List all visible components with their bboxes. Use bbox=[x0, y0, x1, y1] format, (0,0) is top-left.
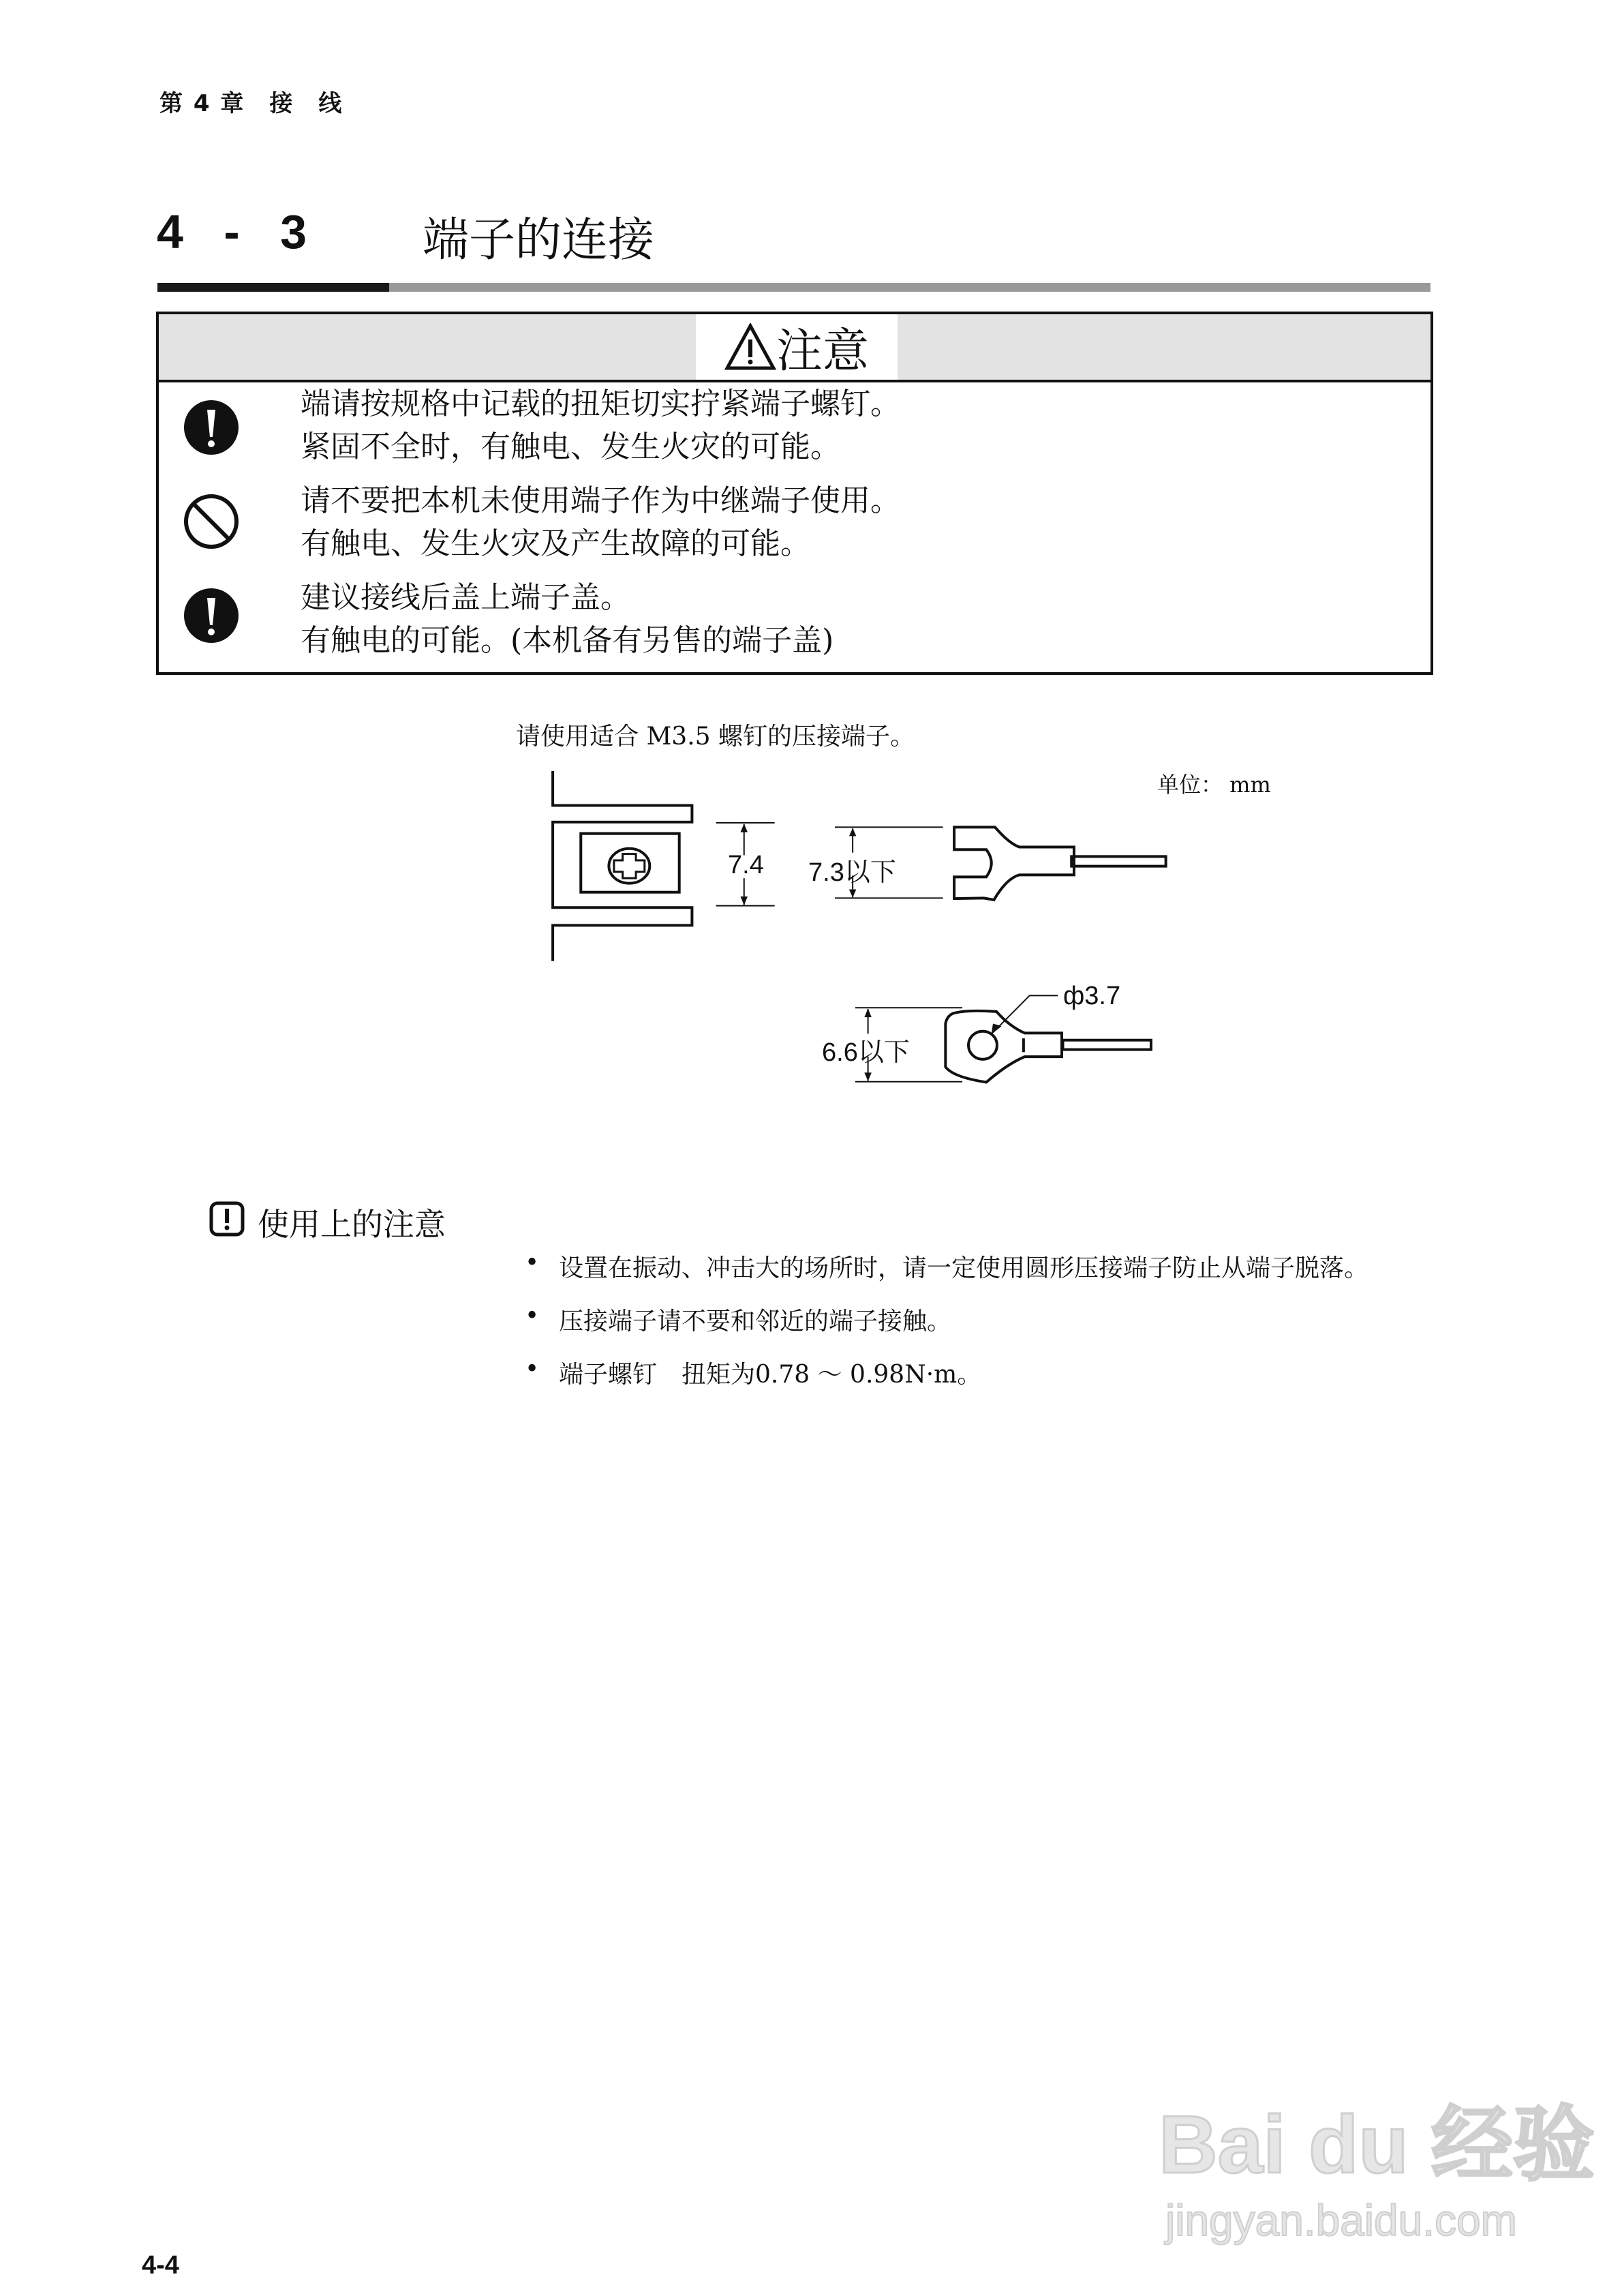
chapter-header: 第 4 章 接 线 bbox=[159, 90, 343, 117]
fork-terminal bbox=[954, 827, 1074, 900]
exclamation-icon bbox=[183, 399, 240, 456]
dim-block-label: 7.4 bbox=[728, 851, 764, 879]
title-rule-gray bbox=[389, 283, 1430, 292]
terminal-block bbox=[553, 771, 692, 961]
fork-wire bbox=[1071, 856, 1165, 866]
unit-label: 单位： mm bbox=[1157, 772, 1271, 798]
diagram-caption: 请使用适合 M3.5 螺钉的压接端子。 bbox=[516, 723, 915, 751]
caution-item-3: 建议接线后盖上端子盖。 有触电的可能。(本机备有另售的端子盖) bbox=[301, 580, 834, 658]
hole-diameter-label: ф3.7 bbox=[1063, 982, 1121, 1010]
dim-ring-label: 6.6以下 bbox=[822, 1038, 910, 1067]
caution-header bbox=[159, 314, 1430, 382]
exclamation-icon bbox=[183, 587, 240, 644]
note-item: 端子螺钉 扭矩为0.78 ～ 0.98N·m。 bbox=[559, 1361, 982, 1389]
caution-item-1: 端请按规格中记载的扭矩切实拧紧端子螺钉。 紧固不全时，有触电、发生火灾的可能。 bbox=[301, 387, 900, 464]
caution-item-2: 请不要把本机未使用端子作为中继端子使用。 有触电、发生火灾及产生故障的可能。 bbox=[301, 483, 900, 561]
section-number: 4 - 3 bbox=[157, 205, 307, 258]
caution-title: 注意 bbox=[776, 324, 869, 378]
dim-fork-label: 7.3以下 bbox=[808, 858, 896, 887]
warning-triangle-icon bbox=[724, 323, 776, 371]
caution-box bbox=[156, 312, 1433, 675]
note-item: 压接端子请不要和邻近的端子接触。 bbox=[559, 1308, 952, 1335]
notice-icon bbox=[209, 1201, 245, 1237]
section-title: 端子的连接 bbox=[423, 213, 655, 267]
ring-wire bbox=[1062, 1040, 1150, 1050]
notes-title: 使用上的注意 bbox=[258, 1206, 446, 1243]
note-item: 设置在振动、冲击大的场所时，请一定使用圆形压接端子防止从端子脱落。 bbox=[559, 1254, 1369, 1282]
prohibition-icon bbox=[183, 493, 240, 550]
page-number: 4-4 bbox=[142, 2251, 179, 2280]
watermark-url: jingyan.baidu.com bbox=[1165, 2196, 1517, 2245]
screw-cross bbox=[614, 854, 645, 879]
leader-line bbox=[993, 995, 1058, 1032]
watermark-brand: Bai du 经验 bbox=[1159, 2099, 1595, 2190]
ring-hole bbox=[968, 1031, 997, 1059]
title-rule-dark bbox=[157, 283, 389, 292]
